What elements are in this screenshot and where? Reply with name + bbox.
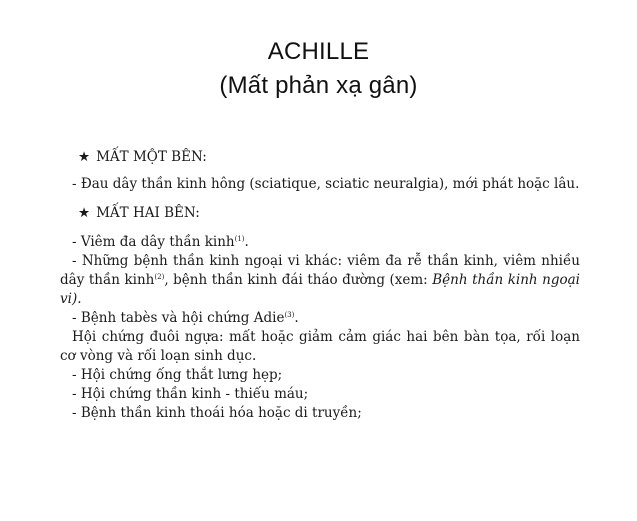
cross-reference: Bệnh thần kinh ngoại vi). (60, 272, 580, 307)
page-title: ACHILLE (267, 38, 370, 65)
list-item-text: , bệnh thần kinh đái tháo đường (xem: (164, 272, 433, 288)
footnote-ref: (3) (284, 311, 295, 319)
star-icon: ★ (78, 205, 91, 221)
list-item-text: - Những bệnh thần kinh ngoại vi khác: viêm đa rễ thần kinh, viêm nhiều dây thần kinh (60, 253, 580, 288)
section-heading-both-sides (78, 204, 580, 223)
list-item (60, 309, 580, 328)
list-item: - Hội chứng ống thắt lưng hẹp; (72, 367, 283, 383)
section-heading-text: MẤT MỘT BÊN: (96, 149, 207, 165)
footnote-ref: (1) (234, 235, 245, 243)
list-item: - Bệnh thần kinh thoái hóa hoặc di truyền; (72, 405, 362, 421)
section-heading-text: MẤT HAI BÊN: (96, 205, 200, 221)
list-item: - Hội chứng thần kinh - thiếu máu; (72, 386, 309, 402)
list-item (60, 252, 580, 309)
document-body (60, 148, 580, 423)
list-item-end: . (294, 310, 299, 326)
list-item-text: - Viêm đa dây thần kinh (72, 234, 235, 250)
section-heading-one-side (78, 148, 580, 167)
list-item (60, 233, 580, 252)
page-subtitle: (Mất phản xạ gân) (219, 72, 418, 99)
list-item: Hội chứng đuôi ngựa: mất hoặc giảm cảm giác hai bên bàn tọa, rối loạn cơ vòng và rối loạn sinh dục. (60, 329, 580, 364)
list-item-text: - Bệnh tabès và hội chứng Adie (72, 310, 285, 326)
star-icon: ★ (78, 149, 91, 165)
footnote-ref: (2) (154, 273, 165, 281)
list-item: - Đau dây thần kinh hông (sciatique, sciatic neuralgia), mới phát hoặc lâu. (72, 176, 580, 192)
list-item-end: . (244, 234, 249, 250)
